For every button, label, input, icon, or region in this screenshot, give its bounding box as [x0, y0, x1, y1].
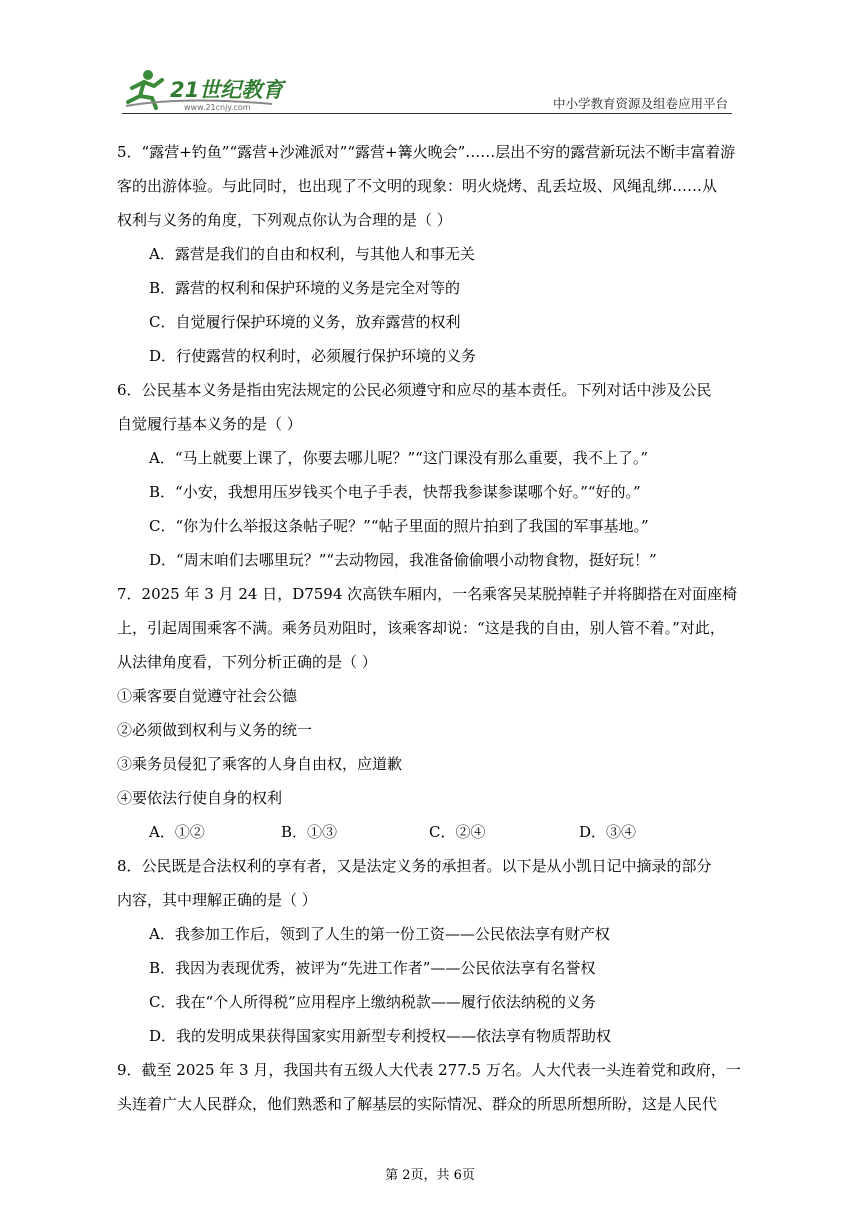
- page-footer: 第 2页，共 6页: [385, 1168, 475, 1183]
- answer-option: C．②④: [429, 823, 486, 841]
- answer-option: D．“周末咱们去哪里玩？”“去动物园，我准备偷偷喂小动物食物，挺好玩！”: [149, 551, 657, 569]
- header-divider: [122, 113, 732, 114]
- answer-option: A．①②: [149, 823, 205, 841]
- statement-item: ④要依法行使自身的权利: [117, 789, 283, 807]
- platform-title: 中小学教育资源及组卷应用平台: [552, 96, 728, 111]
- answer-option: B．露营的权利和保护环境的义务是完全对等的: [149, 279, 461, 297]
- answer-option: C．自觉履行保护环境的义务，放弃露营的权利: [149, 313, 461, 331]
- statement-item: ③乘务员侵犯了乘客的人身自由权，应道歉: [117, 755, 403, 773]
- question-text-line: 9．截至 2025 年 3 月，我国共有五级人大代表 277.5 万名。人大代表一头连着党和政府，一: [117, 1061, 741, 1079]
- question-text-line: 客的出游体验。与此同时，也出现了不文明的现象：明火烧烤、乱丢垃圾、风绳乱绑……从: [117, 177, 718, 195]
- answer-option: A．露营是我们的自由和权利，与其他人和事无关: [149, 245, 475, 263]
- question-text-line: 内容，其中理解正确的是（ ）: [117, 891, 317, 909]
- answer-option: A．“马上就要上课了，你要去哪儿呢？”“这门课没有那么重要，我不上了。”: [149, 449, 649, 467]
- question-text-line: 自觉履行基本义务的是（ ）: [117, 415, 302, 433]
- logo-main-text: 21世纪教育: [170, 78, 284, 102]
- statement-item: ①乘客要自觉遵守社会公德: [117, 687, 298, 705]
- statement-item: ②必须做到权利与义务的统一: [117, 721, 313, 739]
- question-text-line: 5．“露营+钓鱼”“露营+沙滩派对”“露营+篝火晚会”……层出不穷的露营新玩法不断丰富着游: [117, 143, 736, 161]
- question-text-line: 权利与义务的角度，下列观点你认为合理的是（ ）: [117, 211, 452, 229]
- question-text-line: 7．2025 年 3 月 24 日，D7594 次高铁车厢内，一名乘客吴某脱掉鞋子并将脚搭在对面座椅: [117, 585, 738, 603]
- answer-option: B．“小安，我想用压岁钱买个电子手表，快帮我参谋参谋哪个好。”“好的。”: [149, 483, 641, 501]
- answer-option: D．③④: [579, 823, 637, 841]
- answer-option: B．①③: [281, 823, 338, 841]
- answer-option: B．我因为表现优秀，被评为“先进工作者”——公民依法享有名誉权: [149, 959, 596, 977]
- answer-option: C．我在“个人所得税”应用程序上缴纳税款——履行依法纳税的义务: [149, 993, 596, 1011]
- question-text-line: 6．公民基本义务是指由宪法规定的公民必须遵守和应尽的基本责任。下列对话中涉及公民: [117, 381, 712, 399]
- answer-option: C．“你为什么举报这条帖子呢？”“帖子里面的照片拍到了我国的军事基地。”: [149, 517, 649, 535]
- runner-logo-icon: [122, 66, 292, 112]
- question-text-line: 上，引起周围乘客不满。乘务员劝阻时，该乘客却说：“这是我的自由，别人管不着。”对此，: [117, 619, 725, 637]
- question-text-line: 8．公民既是合法权利的享有者，又是法定义务的承担者。以下是从小凯日记中摘录的部分: [117, 857, 712, 875]
- answer-option: D．我的发明成果获得国家实用新型专利授权——依法享有物质帮助权: [149, 1027, 612, 1045]
- question-text-line: 从法律角度看，下列分析正确的是（ ）: [117, 653, 377, 671]
- question-text-line: 头连着广大人民群众，他们熟悉和了解基层的实际情况、群众的所思所想所盼，这是人民代: [117, 1095, 718, 1113]
- answer-option: A．我参加工作后，领到了人生的第一份工资——公民依法享有财产权: [149, 925, 610, 943]
- logo-url-text: www.21cnjy.com: [184, 103, 251, 112]
- answer-option: D．行使露营的权利时，必须履行保护环境的义务: [149, 347, 477, 365]
- page-header: [122, 66, 732, 116]
- answer-option-row: [131, 820, 731, 844]
- logo: [122, 66, 292, 112]
